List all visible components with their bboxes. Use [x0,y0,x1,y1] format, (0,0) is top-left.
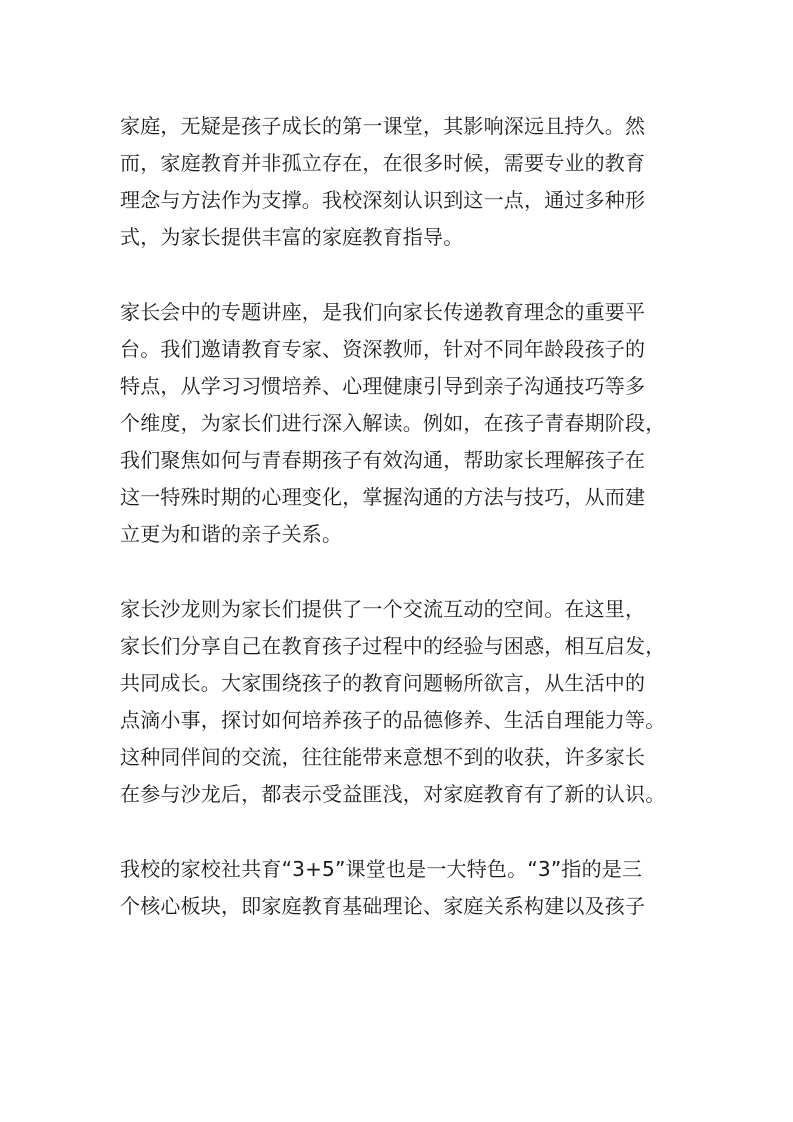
text-line: 这一特殊时期的心理变化，掌握沟通的方法与技巧，从而建 [120,485,646,509]
text-line: 我校的家校社共育“3+5”课堂也是一大特色。“3”指的是三 [120,857,643,881]
text-line: 式，为家长提供丰富的家庭教育指导。 [120,225,464,249]
paragraph-lectures [120,294,688,553]
paragraph-salon [120,591,688,813]
text-line: 立更为和谐的亲子关系。 [120,522,343,546]
text-line: 家长沙龙则为家长们提供了一个交流互动的空间。在这里， [120,597,646,621]
paragraph-course [120,851,688,925]
text-line: 个维度，为家长们进行深入解读。例如，在孩子青春期阶段， [120,411,666,435]
text-line: 家庭，无疑是孩子成长的第一课堂，其影响深远且持久。然 [120,114,646,138]
text-line: 在参与沙龙后，都表示受益匪浅，对家庭教育有了新的认识。 [120,782,666,806]
text-line: 台。我们邀请教育专家、资深教师，针对不同年龄段孩子的 [120,337,646,361]
text-line: 特点，从学习习惯培养、心理健康引导到亲子沟通技巧等多 [120,374,646,398]
text-line: 家长会中的专题讲座，是我们向家长传递教育理念的重要平 [120,300,646,324]
paragraph-intro [120,108,688,256]
text-line: 理念与方法作为支撑。我校深刻认识到这一点，通过多种形 [120,188,646,212]
text-line: 点滴小事，探讨如何培养孩子的品德修养、生活自理能力等。 [120,708,666,732]
text-line: 而，家庭教育并非孤立存在，在很多时候，需要专业的教育 [120,151,646,175]
text-line: 家长们分享自己在教育孩子过程中的经验与困惑，相互启发， [120,634,666,658]
text-line: 我们聚焦如何与青春期孩子有效沟通，帮助家长理解孩子在 [120,448,646,472]
text-line: 共同成长。大家围绕孩子的教育问题畅所欲言，从生活中的 [120,671,646,695]
text-line: 这种同伴间的交流，往往能带来意想不到的收获，许多家长 [120,745,646,769]
document-body [120,108,688,963]
text-line: 个核心板块，即家庭教育基础理论、家庭关系构建以及孩子 [120,894,646,918]
